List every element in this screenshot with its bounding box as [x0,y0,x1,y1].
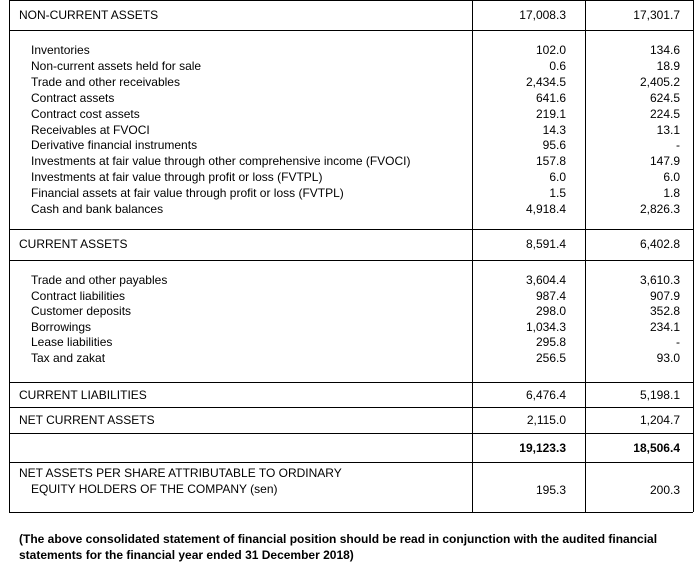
value-prior-year: 234.1 [649,319,680,334]
non-current-assets-row [0,8,700,23]
value-current-year: 4,918.4 [525,202,566,216]
line-item-row [0,335,700,350]
value-current-year: 3,604.4 [525,273,566,287]
value-current-year: 1,034.3 [525,319,566,334]
line-item-row [0,43,700,58]
value-prior-year: 2,405.2 [639,74,680,89]
line-item-label: Financial assets at fair value through profit or loss (FVTPL) [31,186,344,201]
rule [9,260,693,261]
value-current-year: 8,591.4 [525,237,566,251]
value-prior-year: 13.1 [656,122,680,137]
value-current-year: 95.6 [542,138,566,153]
value-prior-year: 352.8 [649,304,680,319]
total-prior-year: 18,506.4 [633,441,680,455]
value-prior-year: 17,301.7 [633,8,680,22]
line-item-label: Receivables at FVOCI [31,122,150,137]
line-item-label: Derivative financial instruments [31,138,198,153]
row-label: CURRENT ASSETS [19,237,128,251]
line-item-row [0,138,700,153]
value-current-year: 17,008.3 [519,8,566,22]
value-current-year: 298.0 [535,304,566,319]
rule [9,433,693,434]
line-item-label: Trade and other receivables [31,74,180,89]
current-assets-row [0,237,700,252]
rule [9,0,693,1]
value-prior-year: 224.5 [649,106,680,121]
value-prior-year: 6.0 [663,170,680,185]
value-prior-year: 134.6 [649,43,680,57]
value-current-year: 1.5 [549,186,566,201]
line-item-row [0,202,700,217]
line-item-label: Tax and zakat [31,351,106,365]
current-liabilities-row [0,388,700,403]
line-item-row [0,320,700,335]
line-item-row [0,304,700,319]
rule [9,462,693,463]
value-current-year: 219.1 [535,106,566,121]
value-prior-year: 6,402.8 [639,237,680,251]
line-item-row [0,170,700,185]
net-assets-per-share-label: NET ASSETS PER SHARE ATTRIBUTABLE TO ORDINARY [19,466,342,480]
rule [9,407,693,408]
value-current-year: 195.3 [535,483,566,497]
value-current-year: 6,476.4 [525,388,566,402]
line-item-label: Contract cost assets [31,106,140,121]
total-row [0,441,700,456]
line-item-label: Customer deposits [31,304,132,319]
value-prior-year: 147.9 [649,154,680,169]
row-label: NON-CURRENT ASSETS [19,8,159,22]
row-label: CURRENT LIABILITIES [19,388,147,402]
value-prior-year: 1.8 [663,186,680,201]
line-item-label: Lease liabilities [31,335,113,350]
line-item-label: Contract assets [31,90,115,105]
footnote: (The above consolidated statement of financial position should be read in conjunction with the audited financial statements for the financial year ended 31 December 2018) [19,532,658,562]
value-prior-year: 3,610.3 [639,273,680,287]
line-item-row [0,75,700,90]
value-prior-year: 18.9 [656,58,680,73]
value-prior-year: 907.9 [649,288,680,303]
value-current-year: 256.5 [535,351,566,365]
line-item-row [0,91,700,106]
value-current-year: 0.6 [549,58,566,73]
line-item-label: Non-current assets held for sale [31,58,202,73]
line-item-row [0,289,700,304]
line-item-label: Cash and bank balances [31,202,164,216]
value-current-year: 14.3 [542,122,566,137]
value-current-year: 295.8 [535,335,566,350]
value-prior-year: 200.3 [649,483,680,497]
value-current-year: 102.0 [535,43,566,57]
net-assets-per-share-row [0,483,700,498]
value-prior-year: - [676,335,680,350]
value-prior-year: 93.0 [656,351,680,365]
value-current-year: 2,115.0 [526,413,566,427]
line-item-row [0,351,700,366]
value-current-year: 2,434.5 [525,74,566,89]
value-prior-year: 5,198.1 [639,388,680,402]
line-item-label: Inventories [31,43,90,57]
net-assets-per-share-label: EQUITY HOLDERS OF THE COMPANY (sen) [31,482,278,496]
value-prior-year: - [676,138,680,153]
line-item-label: Investments at fair value through other comprehensive income (FVOCI) [31,154,411,169]
net-current-assets-row [0,413,700,428]
value-prior-year: 2,826.3 [639,202,680,216]
line-item-row [0,273,700,288]
value-current-year: 987.4 [535,288,566,303]
value-current-year: 6.0 [549,170,566,185]
rule [9,382,693,383]
line-item-label: Contract liabilities [31,288,126,303]
value-current-year: 157.8 [535,154,566,169]
line-item-label: Investments at fair value through profit or loss (FVTPL) [31,170,323,185]
line-item-label: Borrowings [31,319,92,334]
value-prior-year: 624.5 [649,90,680,105]
value-prior-year: 1,204.7 [639,413,680,427]
line-item-row [0,107,700,122]
rule [9,512,693,513]
line-item-row [0,186,700,201]
rule [9,30,693,31]
line-item-row [0,123,700,138]
line-item-row [0,154,700,169]
total-current-year: 19,123.3 [519,441,566,455]
value-current-year: 641.6 [535,90,566,105]
line-item-row [0,59,700,74]
line-item-label: Trade and other payables [31,273,168,287]
row-label: NET CURRENT ASSETS [19,413,155,427]
rule [9,229,693,230]
